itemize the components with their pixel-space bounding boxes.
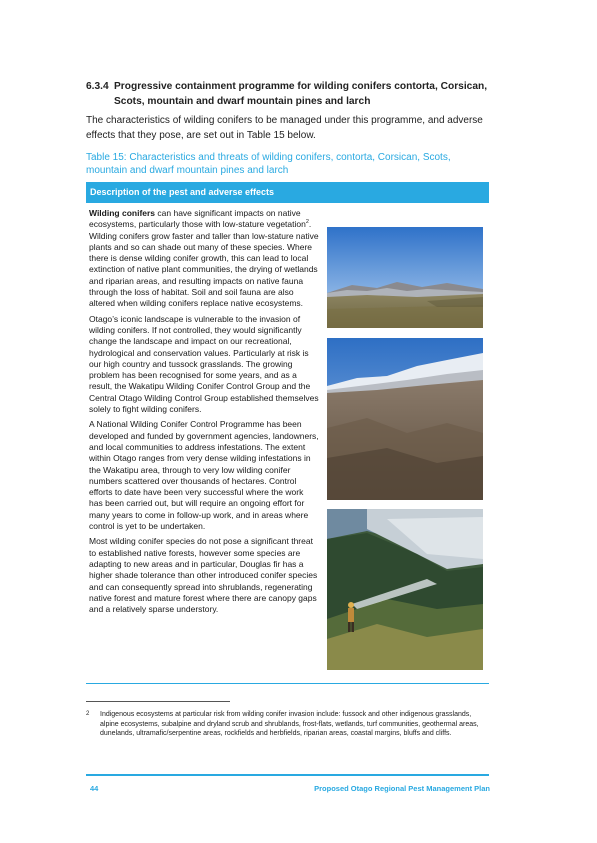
section-title-line2: Scots, mountain and dwarf mountain pines and larch bbox=[114, 96, 371, 107]
footnote-reference: 2 bbox=[305, 219, 309, 226]
paragraph-text: . Wilding conifers grow faster and taller than low-stature native plants and so can shade out many of these species. Where there is dense wilding conifer growth, this can lead to local extinction of native plant communities, the drying of wetlands and riparian areas, and resulting impacts on native fauna through the loss of habitat. Soil and soil fauna are also altered when wilding conifers replace native ecosystems. bbox=[89, 219, 319, 309]
footnote bbox=[86, 710, 491, 739]
section-number: 6.3.4 bbox=[86, 81, 109, 92]
footer-document-title: Proposed Otago Regional Pest Management Plan bbox=[314, 784, 490, 793]
footnote-text: Indigenous ecosystems at particular risk from wilding conifer invasion include: fussock and other indigenous grasslands, alpine ecosystems, subalpine and dryland scrub and shrublands, frost-flats, wetlands, turf communities, geothermal areas, dunelands, ultramafic/serpentine areas, rockfields and herbfields, riparian areas, coastal margins, bluffs and cliffs. bbox=[100, 711, 479, 737]
hillside-town-photo bbox=[327, 509, 483, 670]
tussock-landscape-photo bbox=[327, 227, 483, 328]
paragraph-otago-landscape: Otago’s iconic landscape is vulnerable to the invasion of wilding conifers. If not controlled, they would significantly change the landscape and impact on our recreational, hydrological and conservation values. Particularly at risk is our high country and tussock grasslands. The growing problem has been recognised for some years, and as a result, the Wakatipu Wilding Conifer Control Group and the Central Otago Wilding Control Group established themselves solely to fight wilding conifers. bbox=[89, 313, 319, 415]
paragraph-text: can have significant impacts on native ecosystems, particularly those with low-stature vegetation bbox=[89, 208, 306, 230]
table-header: Description of the pest and adverse effects bbox=[86, 182, 489, 203]
description-text bbox=[89, 208, 319, 619]
paragraph-species-threat: Most wilding conifer species do not pose a significant threat to established native forests, however some species are adapting to new areas and in particular, Douglas fir has a higher shade tolerance than other introduced conifer species and can consequently spread into shrublands, regenerating native forest and mature forest where there are canopy gaps and a relatively sparse understory. bbox=[89, 536, 318, 615]
footnote-mark: 2 bbox=[86, 711, 90, 717]
section-heading bbox=[86, 79, 494, 109]
paragraph-lead: Wilding conifers bbox=[89, 208, 156, 218]
paragraph-national-programme: A National Wilding Conifer Control Programme has been developed and funded by government agencies, landowners, and local communities to address infestations. The extent within Otago ranges from very dense wilding infestations in the Wakatipu area, through to very low wilding conifer numbers scattered over thousands of hectares. Control efforts to date have been very successful where the work has been carried out, but will require an ongoing effort for many years to come in follow-up work, and in areas where control is yet to be undertaken. bbox=[89, 419, 319, 532]
intro-paragraph: The characteristics of wilding conifers to be managed under this programme, and adverse effects that they pose, are set out in Table 15 below. bbox=[86, 115, 483, 141]
footnote-separator bbox=[86, 701, 230, 702]
page-number: 44 bbox=[90, 784, 99, 793]
footer-rule bbox=[86, 774, 489, 776]
mountain-valley-photo bbox=[327, 338, 483, 500]
table-caption: Table 15: Characteristics and threats of wilding conifers, contorta, Corsican, Scots, mountain and dwarf mountain pines and larch bbox=[86, 152, 451, 176]
table-bottom-rule bbox=[86, 683, 489, 684]
paragraph-wilding-impacts bbox=[89, 208, 319, 310]
table-body bbox=[86, 203, 489, 683]
section-title-line1: Progressive containment programme for wilding conifers contorta, Corsican, bbox=[114, 81, 488, 92]
